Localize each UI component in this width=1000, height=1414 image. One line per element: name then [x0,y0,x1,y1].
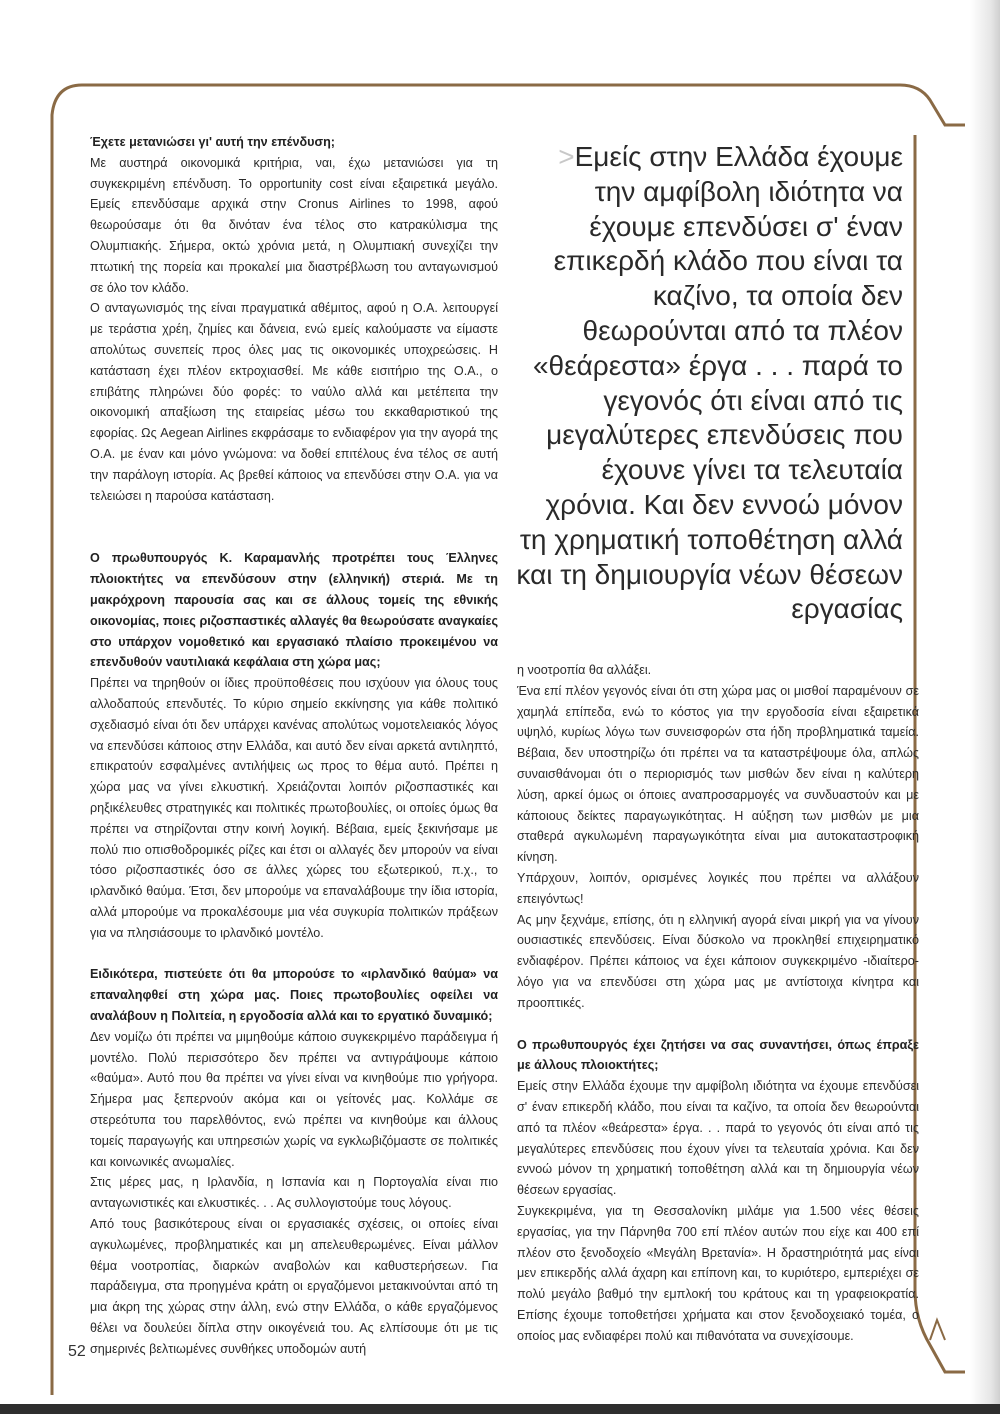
answer-paragraph: Εμείς στην Ελλάδα έχουμε την αμφίβολη ιδιότητα να έχουμε επενδύσει σ' έναν επικερδή κλάδο, που είναι τα καζίνο, τα οποία δεν θεωρούνται από τα πλέον «θεάρεστα» έργα. . . παρά το γεγονός ότι είναι από τις μεγαλύτερες επενδύσεις που έχουν γίνει τα τελευταία χρόνια. Και δεν εννοώ μόνον τη χρηματική τοποθέτηση αλλά και τη δημιουργία νέων θέσεων εργασίας. [517,1079,919,1198]
quote-mark: > [558,141,575,172]
frame-top-right-curve [900,85,965,125]
frame-top-border [52,85,82,1395]
page-edge-shadow [970,0,1000,1414]
frame-bottom-right-peak [915,1290,965,1372]
answer-paragraph: Ο ανταγωνισμός της είναι πραγματικά αθέμιτος, αφού η Ο.Α. λειτουργεί με τεράστια χρέη, ζημίες και δάνεια, ενώ εμείς καλούμαστε να είμαστε απολύτως συνεπείς προς όλες μας τις οικονομικές υποχρεώσεις. Η κατάσταση έχει πλέον εκτροχιασθεί. Με κάθε εισιτήριο της Ο.Α., ο επιβάτης πληρώνει δύο φορές: το ναύλο αλλά και μετέπειτα την οικονομική απαξίωση της εταιρείας μέσω του εκκαθαριστικού της εφορίας. Ως Aegean Airlines εκφράσαμε το ενδιαφέρον για την αγορά της Ο.Α. με έναν και μόνο γνώμονα: να δοθεί επιτέλους ένα τέλος σε αυτή την παράλογη ιστορία. Ας βρεθεί κάποιος να επενδύσει στην Ο.Α. για να τελειώσει η παρούσα κατάσταση. [90,301,498,503]
question-heading: Ο πρωθυπουργός Κ. Καραμανλής προτρέπει τους Έλληνες πλοιοκτήτες να επενδύσουν στην (ελληνική) στεριά. Με τη μακρόχρονη παρουσία σας και σε άλλους τομείς της εθνικής οικονομίας, ποιες ριζοσπαστικές αλλαγές θα θεωρούσατε αναγκαίες στο υπάρχον νομοθετικό και εργασιακό πλαίσιο προκειμένου να επενδυθούν ναυτιλιακά κεφάλαια στη χώρα μας; [90,551,498,670]
pull-quote-text: Εμείς στην Ελλάδα έχουμε την αμφίβολη ιδιότητα να έχουμε επενδύσει σ' έναν επικερδή κλάδο που είναι τα καζίνο, τα οποία δεν θεωρούνται από τα πλέον «θεάρεστα» έργα . . . παρά το γεγονός ότι είναι από τις μεγαλύτερες επενδύσεις που έχουνε γίνει τα τελευταία χρόνια. Και δεν εννοώ μόνον τη χρηματική τοποθέτηση αλλά και τη δημιουργία νέων θέσεων εργασίας [516,141,903,625]
answer-paragraph: Δεν νομίζω ότι πρέπει να μιμηθούμε κάποιο συγκεκριμένο παράδειγμα ή μοντέλο. Πολύ περισσότερο δεν πρέπει να αντιγράψουμε κάποιο «θαύμα». Αυτό που θα πρέπει να γίνει είναι να κινηθούμε πιο γρήγορα. Σήμερα μας ξεπερνούν ακόμα και οι γείτονές μας. Κολλάμε σε στερεότυπα του παρελθόντος, ενώ πρέπει να κινηθούμε και άλλους τομείς παραγωγής και υπηρεσιών χωρίς να εγκλωβιζόμαστε σε πολιτικές και κοινωνικές ανωμαλίες. [90,1029,498,1169]
question-heading: Ο πρωθυπουργός έχει ζητήσει να σας συναντήσει, όπως έπραξε με άλλους πλοιοκτήτες; [517,1037,919,1073]
answer-paragraph: Υπάρχουν, λοιπόν, ορισμένες λογικές που πρέπει να αλλάξουν επειγόντως! [517,870,919,906]
frame-bottom-right-notch [930,1320,945,1340]
answer-paragraph: Στις μέρες μας, η Ιρλανδία, η Ισπανία και η Πορτογαλία είναι πιο ανταγωνιστικές και ελκυστικές. . . Ας συλλογιστούμε τους λόγους. [90,1175,498,1211]
left-column [90,132,498,1360]
answer-paragraph: η νοοτροπία θα αλλάξει. [517,663,652,677]
page-number: 52 [68,1343,86,1360]
answer-paragraph: Από τους βασικότερους είναι οι εργασιακές σχέσεις, οι οποίες είναι αγκυλωμένες, προβληματικές και μη απελευθερωμένες. Είναι μάλλον θέμα νοοτροπίας, διαρκών αναβολών και καθυστερήσεων. Για παράδειγμα, στα προηγμένα κράτη οι εργαζόμενοι μετακινούνται από τη μια άκρη της χώρας στην άλλη, ενώ στην Ελλάδα, ο κάθε εργαζόμενος θέλει να δουλεύει δίπλα στην οικογένειά του. Ας ελπίσουμε ότι με τις σημερινές βελτιωμένες συνθήκες υποδομών αυτή [90,1217,498,1356]
answer-paragraph: Συγκεκριμένα, για τη Θεσσαλονίκη μιλάμε για 1.500 νέες θέσεις εργασίας, για την Πάρνηθα 700 επί πλέον αυτών που είχε και 400 επί πλέον στο ξενοδοχείο «Μεγάλη Βρετανία». Η δραστηριότητά μας είναι μεν επικερδής αλλά άχαρη και επίπονη και, το κυριότερο, εμπεριέχει σε πολύ μεγάλο βαθμό την εμπλοκή του κράτους και τη γραφειοκρατία. Επίσης έχουμε τοποθετήσει χρήματα και στον ξενοδοχειακό τομέα, ο οποίος μας ενδιαφέρει πολύ και πιθανότατα να συνεχίσουμε. [517,1203,919,1343]
answer-paragraph: Με αυστηρά οικονομικά κριτήρια, ναι, έχω μετανιώσει για τη συγκεκριμένη επένδυση. Το opportunity cost είναι εξαιρετικά μεγάλο. Εμείς επενδύσαμε αρχικά στην Cronus Airlines το 1998, αφού θεωρούσαμε ότι θα δινόταν ένα τέλος στο κατρακύλισμα της Ολυμπιακής. Σήμερα, οκτώ χρόνια μετά, η Ολυμπιακή συνεχίζει την πτωτική της πορεία και προκαλεί μια διαστρέβλωση του ανταγωνισμού σε όλο τον κλάδο. [90,155,498,295]
answer-paragraph: Ένα επί πλέον γεγονός είναι ότι στη χώρα μας οι μισθοί παραμένουν σε χαμηλά επίπεδα, ενώ το κόστος για την εργοδοσία είναι εξαιρετικά υψηλό, κυρίως λόγω των συνεισφορών στα ήδη προβληματικά ταμεία. Βέβαια, δεν υποστηρίζω ότι πρέπει να τα καταστρέψουμε όλα, απλώς συναισθάνομαι ότι ο περιορισμός των μισθών δεν είναι η καλύτερη λύση, αρκεί όμως οι όποιες αναπροσαρμογές να συνδυαστούν και με κάποιους δείκτες παραγωγικότητας. Η αύξηση των μισθών με μια σταθερά αγκυλωμένη παραγωγικότητα είναι μια αυτοκαταστροφική κίνηση. [517,683,919,865]
pull-quote [515,140,903,627]
answer-paragraph: Πρέπει να τηρηθούν οι ίδιες προϋποθέσεις που ισχύουν για όλους τους αλλοδαπούς επενδυτές. Το κύριο σημείο εκκίνησης για κάθε πολιτικό σχεδιασμό είναι ότι δεν υπάρχει κανένας απολύτως νομοτελειακός λόγος να επενδύσει κάποιος στην Ελλάδα, και αυτό δεν είναι αρκετά αντιληπτό, επικρατούν εσφαλμένες αντιλήψεις ως προς το θέμα αυτό. Πρέπει η χώρα μας να γίνει ελκυστική. Χρειάζονται λοιπόν ριζοσπαστικές και ρηξικέλευθες στρατηγικές και πολιτικές πρωτοβουλίες, οι οποίες όμως θα πρέπει να στηρίζονται στην κοινή λογική. Βέβαια, εμείς ξεκινήσαμε με πολύ πιο οπισθοδρομικές ρίζες και έτσι οι αλλαγές δεν μπορούν να είναι τόσο ριζοσπαστικές όσο σε άλλες χώρες του εξωτερικού, π.χ., το ιρλανδικό θαύμα. Έτσι, δεν μπορούμε να επαναλάβουμε την ίδια ιστορία, αλλά μπορούμε να προκαλέσουμε μια νέα συγκυρία πολιτικών πράξεων για να πλησιάσουμε το ιρλανδικό μοντέλο. [90,676,498,940]
question-heading: Ειδικότερα, πιστεύετε ότι θα μπορούσε το «ιρλανδικό θαύμα» να επαναληφθεί στη χώρα μας. Ποιες πρωτοβουλίες οφείλει να αναλάβουν η Πολιτεία, η εργοδοσία αλλά και το εργατικό δυναμικό; [90,967,498,1024]
right-column [517,660,919,1347]
question-heading: Έχετε μετανιώσει γι' αυτή την επένδυση; [90,135,335,149]
scan-bottom-edge [0,1404,1000,1414]
answer-paragraph: Ας μην ξεχνάμε, επίσης, ότι η ελληνική αγορά είναι μικρή για να γίνουν ουσιαστικές επενδύσεις. Είναι δύσκολο να προκληθεί επιχειρηματικό ενδιαφέρον. Πρέπει κάποιος να έχει κάποιον συγκεκριμένο -ιδιαίτερο- λόγο για να επενδύσει στη χώρα μας με αντίστοιχα κίνητρα και προοπτικές. [517,912,919,1010]
